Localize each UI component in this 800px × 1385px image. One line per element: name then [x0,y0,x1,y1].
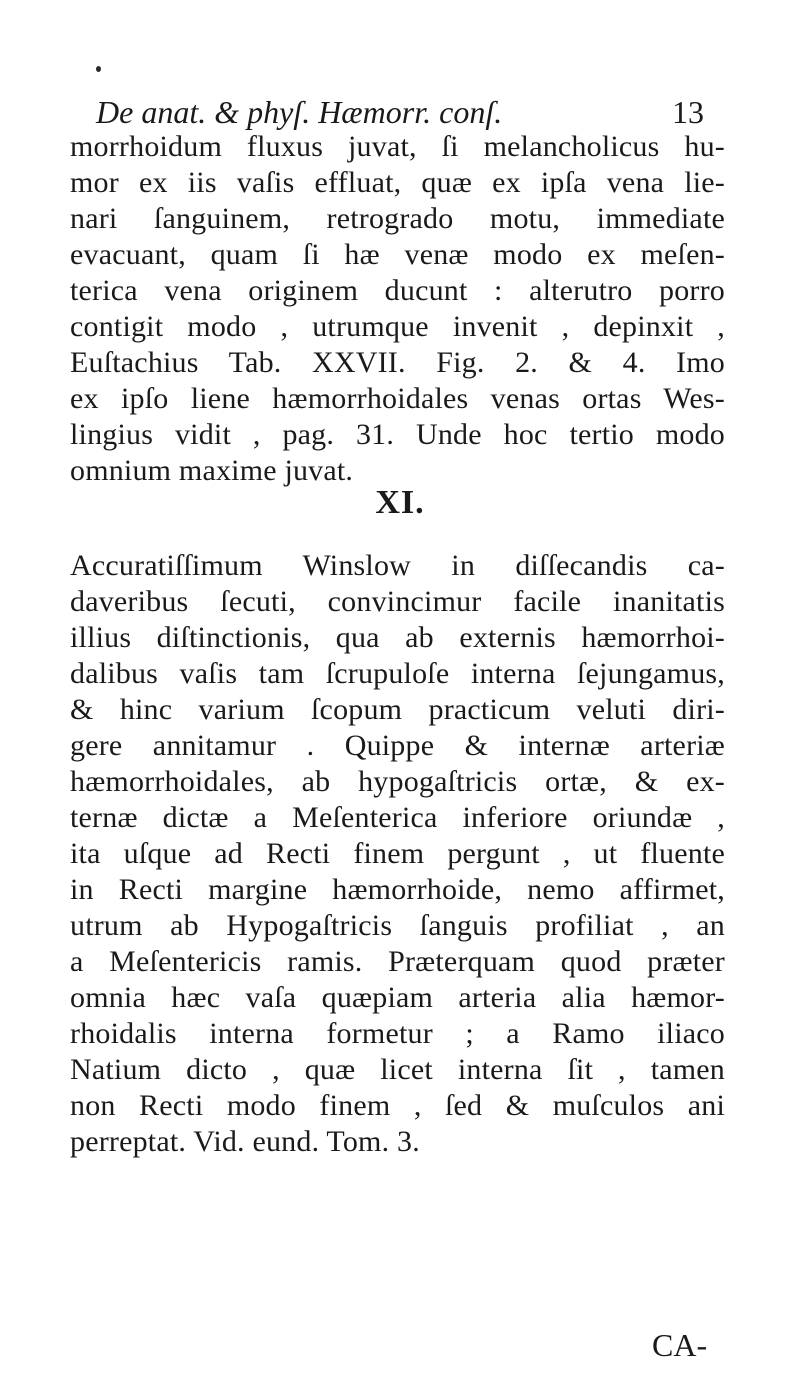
text-line: dalibus vaſis tam ſcrupuloſe interna ſejungamus, [70,657,725,690]
text-line: morrhoidum fluxus juvat, ſi melancholicus hu- [70,130,725,163]
text-line: evacuant, quam ſi hæ venæ modo ex meſen- [70,238,725,271]
text-line: omnia hæc vaſa quæpiam arteria alia hæmor- [70,981,725,1014]
text-line: Accuratiſſimum Winslow in diſſecandis ca- [70,549,725,582]
text-line: illius diſtinctionis, qua ab externis hæmorrhoi- [70,621,725,654]
text-line: non Recti modo finem , ſed & muſculos ani [70,1089,725,1122]
text-line: lingius vidit , pag. 31. Unde hoc tertio modo [70,418,725,451]
text-line: a Meſentericis ramis. Præterquam quod præter [70,945,725,978]
text-line: nari ſanguinem, retrogrado motu, immediate [70,202,725,235]
ink-speck [96,66,101,72]
text-line: ternæ dictæ a Meſenterica inferiore oriundæ , [70,801,725,834]
text-line: hæmorrhoidales, ab hypogaſtricis ortæ, & ex- [70,765,725,798]
text-line: Euſtachius Tab. XXVII. Fig. 2. & 4. Imo [70,346,725,379]
running-title: De anat. & phyſ. Hæmorr. conſ. [96,94,503,130]
text-line: omnium maxime juvat. [70,454,354,487]
text-line: utrum ab Hypogaſtricis ſanguis profiliat , an [70,909,725,942]
paragraph-2 [70,548,725,1160]
text-line: terica vena originem ducunt : alterutro porro [70,274,725,307]
text-line: gere annitamur . Quippe & internæ arteriæ [70,729,725,762]
running-header [96,94,716,134]
text-line: ita uſque ad Recti finem pergunt , ut fluente [70,837,725,870]
text-line: Natium dicto , quæ licet interna ſit , tamen [70,1053,725,1086]
text-line: perreptat. Vid. eund. Tom. 3. [70,1125,420,1158]
text-line: ex ipſo liene hæmorrhoidales venas ortas Wes- [70,382,725,415]
text-line: & hinc varium ſcopum practicum veluti diri- [70,693,725,726]
text-line: mor ex iis vaſis effluat, quæ ex ipſa vena lie- [70,166,725,199]
paragraph-1 [70,129,725,489]
page-number: 13 [672,94,704,130]
section-heading: XI. [375,484,425,521]
text-line: in Recti margine hæmorrhoide, nemo affirmet, [70,873,725,906]
text-line: daveribus ſecuti, convincimur facile inanitatis [70,585,725,618]
catchword: CA- [652,1327,708,1363]
text-line: contigit modo , utrumque invenit , depinxit , [70,310,725,343]
text-line: rhoidalis interna formetur ; a Ramo iliaco [70,1017,725,1050]
